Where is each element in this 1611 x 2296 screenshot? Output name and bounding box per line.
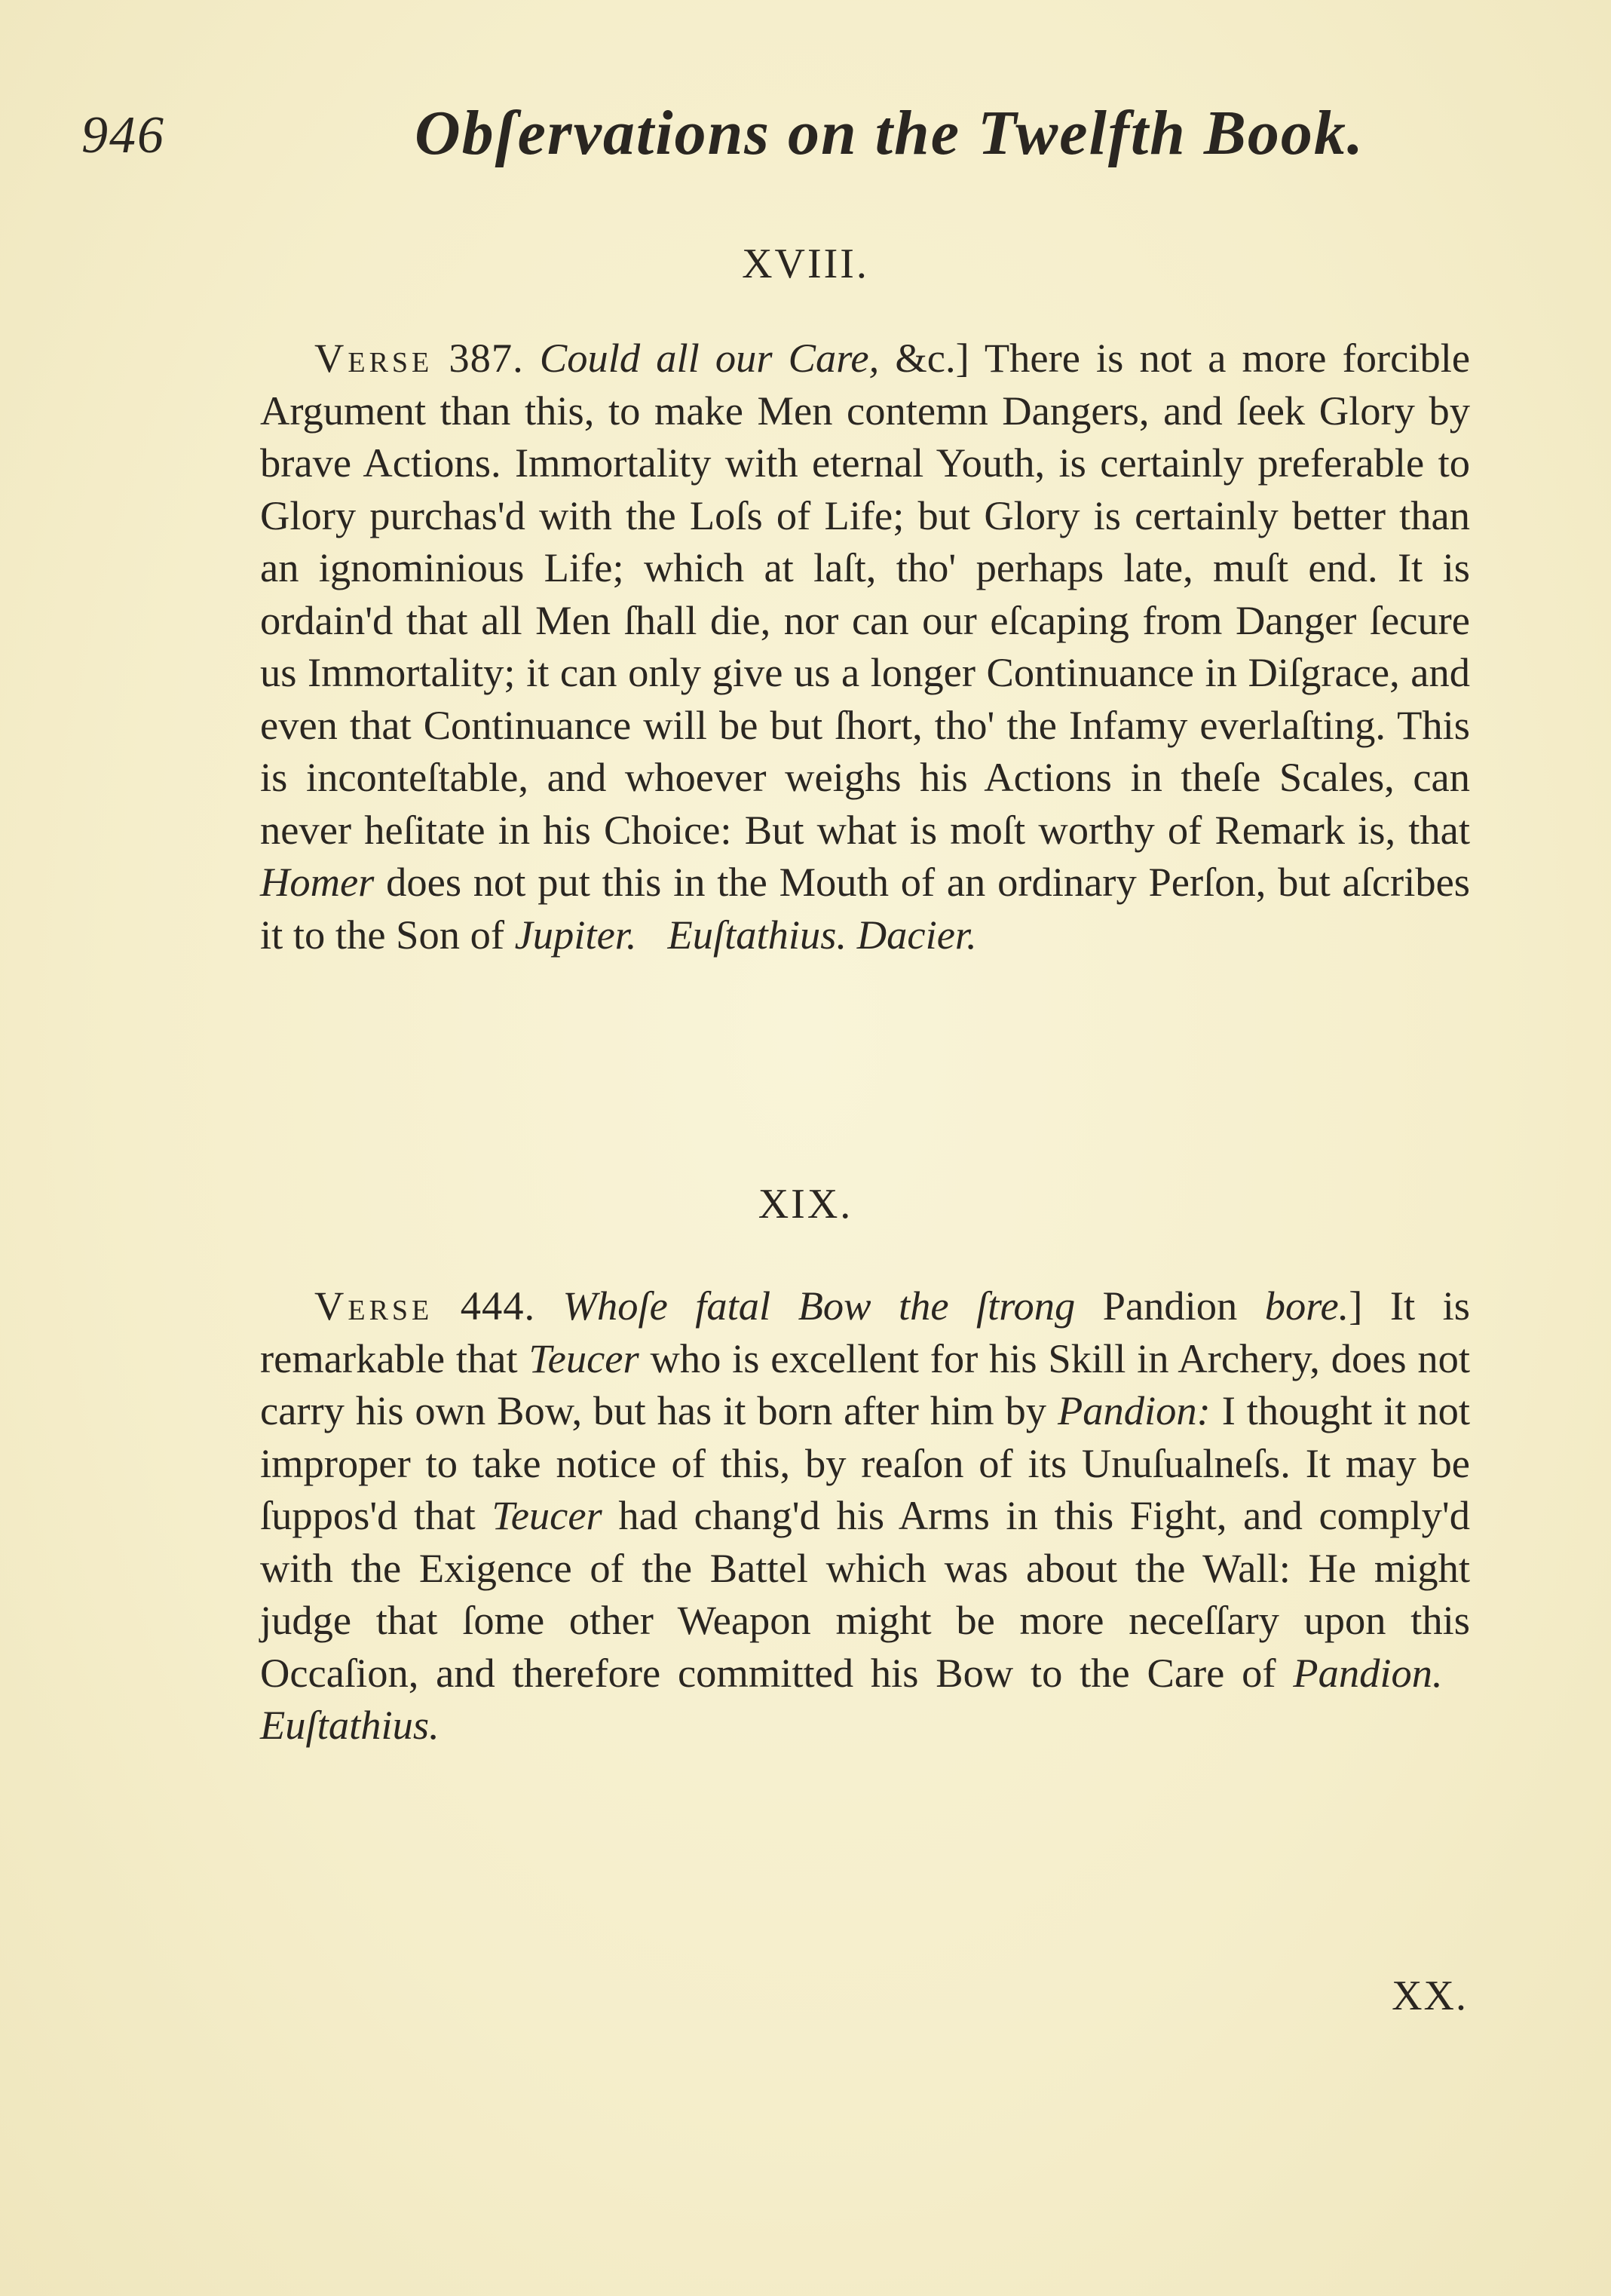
name-pandion: Pandion:: [1057, 1387, 1211, 1433]
lemma: bore.: [1264, 1283, 1349, 1329]
verse-number: 387.: [449, 335, 524, 381]
verse-number: 444.: [460, 1283, 536, 1329]
source-dacier: Dacier.: [856, 911, 977, 958]
name-jupiter: Jupiter.: [514, 911, 637, 958]
name-pandion: Pandion.: [1293, 1649, 1443, 1696]
verse-label: Verse: [314, 1283, 433, 1329]
note-text: It is remarkable that: [260, 1283, 1470, 1381]
name-teucer: Teucer: [492, 1492, 602, 1538]
lemma-name-pandion: Pandion: [1102, 1283, 1238, 1329]
note-text: had chang'd his Arms in this Fight, and comply'd with the Exigence of the Battel which was about the Wall: He might judge that ſome other Weapon might be more neceſſary upon this Occaſion, and therefore committed his Bow to the Care of: [260, 1492, 1470, 1696]
section-heading-xix: XIX.: [758, 1181, 853, 1228]
note-text: does not put this in the Mouth of an ordinary Perſon, but aſcribes it to the Son of: [260, 859, 1470, 958]
lemma-bracket: ]: [1349, 1283, 1363, 1329]
lemma: Could all our Care,: [539, 335, 880, 381]
source-eustathius: Euſtathius.: [260, 1702, 440, 1748]
lemma: Whoſe fatal Bow the ſtrong: [562, 1283, 1076, 1329]
section-heading-xviii: XVIII.: [742, 241, 869, 287]
note-paragraph-verse-387: [260, 332, 1470, 961]
name-homer: Homer: [260, 859, 375, 905]
source-eustathius: Euſtathius.: [667, 911, 847, 958]
running-head-title: Obſervations on the Twelfth Book.: [415, 98, 1364, 168]
catchword: XX.: [1392, 1973, 1468, 2019]
page-number: 946: [81, 106, 165, 164]
verse-label: Verse: [314, 335, 433, 381]
lemma-tail: &c.]: [895, 335, 969, 381]
note-text: There is not a more forcible Argument than this, to make Men contemn Dangers, and ſeek Glory by brave Actions. Immortality with eternal Youth, is certainly preferable to Glory purchas'd with the Loſs of Life; but Glory is certainly better than an ignominious Life; which at laſt, tho' perhaps late, muſt end. It is ordain'd that all Men ſhall die, nor can our eſcaping from Danger ſecure us Immortality; it can only give us a longer Continuance in Diſgrace, and even that Continuance will be but ſhort, tho' the Infamy everlaſting. This is inconteſtable, and whoever weighs his Actions in theſe Scales, can never heſitate in his Choice: But what is moſt worthy of Remark is, that: [260, 335, 1471, 853]
note-text: who is excellent for his Skill in Archery, does not carry his own Bow, but has it born after him by: [260, 1335, 1471, 1433]
note-paragraph-verse-444: [260, 1280, 1470, 1752]
note-text: I thought it not improper to take notice of this, by reaſon of its Unuſualneſs. It may be ſuppos'd that: [260, 1387, 1471, 1538]
name-teucer: Teucer: [528, 1335, 639, 1381]
